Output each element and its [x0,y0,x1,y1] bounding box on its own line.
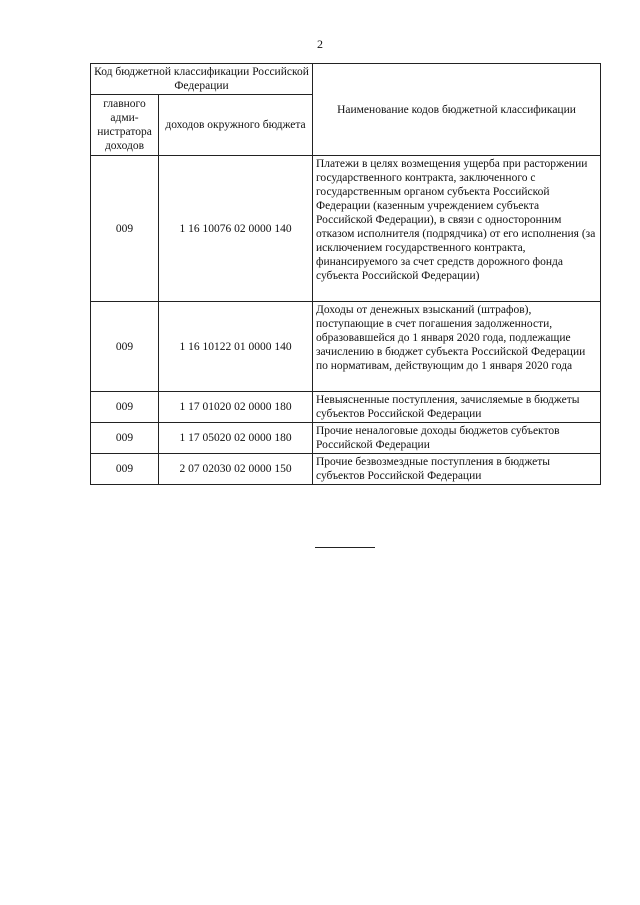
income-code-cell: 2 07 02030 02 0000 150 [159,454,313,485]
admin-code-cell: 009 [91,423,159,454]
header-row-group [91,64,601,95]
income-code-cell: 1 17 01020 02 0000 180 [159,392,313,423]
income-code-cell: 1 16 10122 01 0000 140 [159,302,313,392]
table-row [91,392,601,423]
income-code-cell: 1 16 10076 02 0000 140 [159,156,313,302]
header-income: доходов окружного бюджета [159,95,313,156]
code-name-cell: Доходы от денежных взысканий (штрафов), поступающие в счет погашения задолженности, образовавшейся до 1 января 2020 года, подлежащие зачислению в бюджет субъекта Российской Федерации по нормативам, действующим до 1 января 2020 года [313,302,601,392]
code-name-cell: Невыясненные поступления, зачисляемые в бюджеты субъектов Российской Федерации [313,392,601,423]
code-name-cell: Прочие неналоговые доходы бюджетов субъектов Российской Федерации [313,423,601,454]
end-divider [315,547,375,548]
budget-codes-table [90,63,601,485]
income-code-cell: 1 17 05020 02 0000 180 [159,423,313,454]
page-number: 2 [317,37,323,51]
header-code-group: Код бюджетной классификации Российской Федерации [91,64,313,95]
code-name-cell: Платежи в целях возмещения ущерба при расторжении государственного контракта, заключенного с государственным органом субъекта Российской Федерации (казенным учреждением субъекта Российской Федерации), в связи с односторонним отказом исполнителя (подрядчика) от его исполнения (за исключением государственного контракта, финансируемого за счет средств дорожного фонда субъекта Российской Федерации) [313,156,601,302]
admin-code-cell: 009 [91,454,159,485]
table-row [91,156,601,302]
admin-code-cell: 009 [91,156,159,302]
table-row [91,454,601,485]
header-admin: главного адми-нистратора доходов [91,95,159,156]
code-name-cell: Прочие безвозмездные поступления в бюджеты субъектов Российской Федерации [313,454,601,485]
table-row [91,302,601,392]
table-row [91,423,601,454]
admin-code-cell: 009 [91,392,159,423]
header-name: Наименование кодов бюджетной классификации [313,64,601,156]
admin-code-cell: 009 [91,302,159,392]
